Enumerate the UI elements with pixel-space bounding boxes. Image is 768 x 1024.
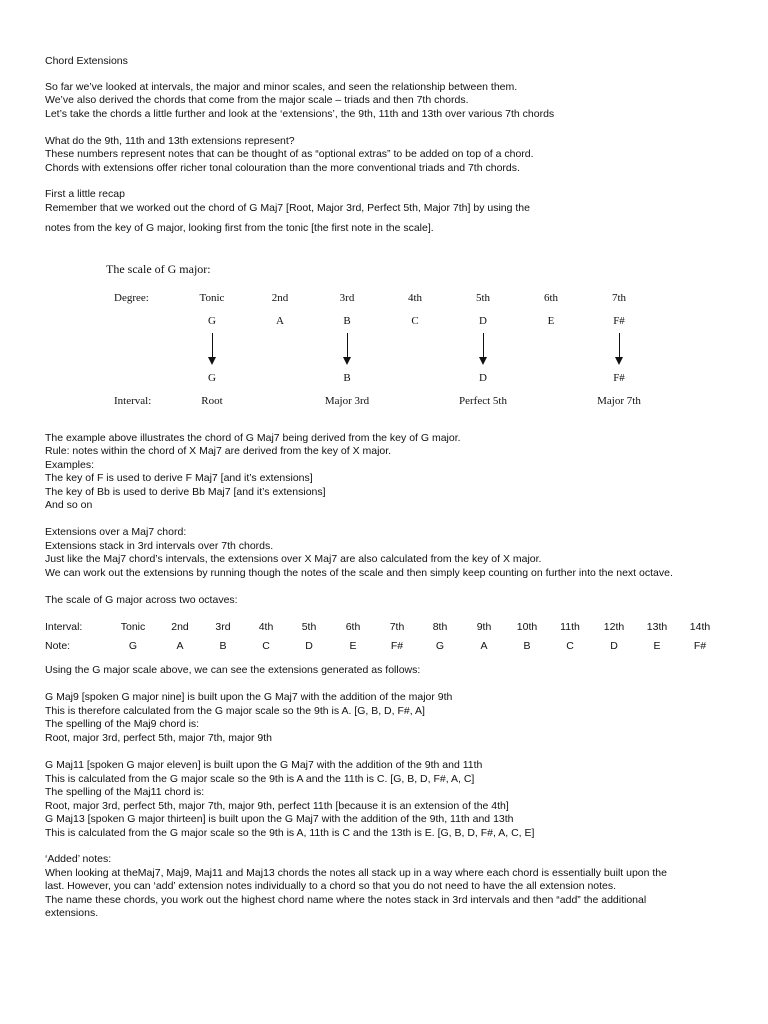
table-interval-cell: 14th: [689, 621, 711, 633]
table-interval-cell: 2nd: [171, 621, 189, 633]
down-arrow-icon: [347, 333, 348, 363]
text-line: extensions.: [45, 907, 99, 919]
table-note-cell: C: [566, 640, 574, 652]
table-note-cell: F#: [693, 640, 707, 652]
table-note-cell: G: [435, 640, 445, 652]
text-line: Just like the Maj7 chord’s intervals, the extensions over X Maj7 are also calculated from the key of X major.: [45, 553, 542, 565]
text-line: When looking at theMaj7, Maj9, Maj11 and Maj13 chords the notes all stack up in a way where each chord is essentially built upon the: [45, 867, 667, 879]
table-note-cell: D: [610, 640, 618, 652]
degree-cell: 3rd: [339, 292, 355, 304]
table-interval-label: Interval:: [45, 621, 83, 633]
table-note-label: Note:: [45, 640, 71, 652]
text-line: We’ve also derived the chords that come from the major scale – triads and then 7th chords.: [45, 94, 469, 106]
table-interval-cell: 11th: [560, 621, 580, 633]
text-line: So far we’ve looked at intervals, the major and minor scales, and seen the relationship between them.: [45, 81, 518, 93]
down-arrow-icon: [619, 333, 620, 363]
text-line: Root, major 3rd, perfect 5th, major 7th, major 9th, perfect 11th [because it is an extension of the 4th]: [45, 800, 509, 812]
table-note-cell: A: [480, 640, 488, 652]
text-line: Let’s take the chords a little further and look at the ‘extensions’, the 9th, 11th and 13th over various 7th chords: [45, 108, 555, 120]
text-line: And so on: [45, 499, 93, 511]
table-note-cell: B: [219, 640, 227, 652]
interval-cell: Major 3rd: [324, 395, 370, 407]
degree-cell: 6th: [543, 292, 559, 304]
scale-note: C: [411, 315, 419, 327]
table-interval-cell: 5th: [301, 621, 317, 633]
text-line: The key of Bb is used to derive Bb Maj7 [and it’s extensions]: [45, 486, 326, 498]
text-line: Remember that we worked out the chord of G Maj7 [Root, Major 3rd, Perfect 5th, Major 7th] by using the: [45, 202, 530, 214]
document-title: Chord Extensions: [45, 55, 128, 67]
text-line: First a little recap: [45, 188, 125, 200]
text-line: G Maj13 [spoken G major thirteen] is built upon the G Maj7 with the addition of the 9th, 11th and 13th: [45, 813, 514, 825]
chord-note: G: [208, 372, 216, 384]
down-arrow-icon: [212, 333, 213, 363]
table-interval-cell: 12th: [603, 621, 625, 633]
interval-cell: Root: [201, 395, 223, 407]
text-line: The key of F is used to derive F Maj7 [and it’s extensions]: [45, 472, 313, 484]
table-note-cell: G: [128, 640, 138, 652]
text-line: These numbers represent notes that can be thought of as “optional extras” to be added on top of a chord.: [45, 148, 534, 160]
degree-cell: 2nd: [271, 292, 289, 304]
degree-cell: Tonic: [199, 292, 225, 304]
text-line: This is therefore calculated from the G major scale so the 9th is A. [G, B, D, F#, A]: [45, 705, 425, 717]
down-arrow-icon: [483, 333, 484, 363]
table-interval-cell: 10th: [516, 621, 538, 633]
text-line: Extensions over a Maj7 chord:: [45, 526, 187, 538]
scale-note: B: [343, 315, 351, 327]
table-interval-cell: 6th: [345, 621, 361, 633]
text-line: What do the 9th, 11th and 13th extensions represent?: [45, 135, 295, 147]
text-line: Using the G major scale above, we can see the extensions generated as follows:: [45, 664, 421, 676]
degree-cell: 7th: [611, 292, 627, 304]
table-note-cell: F#: [390, 640, 404, 652]
degree-cell: 4th: [407, 292, 423, 304]
table-interval-cell: 9th: [476, 621, 492, 633]
text-line: Rule: notes within the chord of X Maj7 are derived from the key of X major.: [45, 445, 392, 457]
table-interval-cell: 13th: [646, 621, 668, 633]
interval-cell: Perfect 5th: [459, 395, 507, 407]
text-line: We can work out the extensions by running though the notes of the scale and then simply keep counting on further into the next octave.: [45, 567, 673, 579]
text-line: last. However, you can ‘add’ extension notes individually to a chord so that you do not need to have the all extension notes.: [45, 880, 617, 892]
scale-note: D: [479, 315, 487, 327]
scale-note: G: [208, 315, 216, 327]
text-line: Examples:: [45, 459, 95, 471]
text-line: This is calculated from the G major scale so the 9th is A, 11th is C and the 13th is E. [G, B, D, F#, A, C, E]: [45, 827, 535, 839]
scale-note: F#: [613, 315, 625, 327]
text-line: ‘Added’ notes:: [45, 853, 112, 865]
text-line: Extensions stack in 3rd intervals over 7th chords.: [45, 540, 274, 552]
text-line: The spelling of the Maj11 chord is:: [45, 786, 205, 798]
degree-cell: 5th: [475, 292, 491, 304]
table-interval-cell: 4th: [258, 621, 274, 633]
table-interval-cell: 7th: [389, 621, 405, 633]
table-note-cell: A: [176, 640, 184, 652]
table-note-cell: C: [262, 640, 270, 652]
text-line: G Maj9 [spoken G major nine] is built upon the G Maj7 with the addition of the major 9th: [45, 691, 453, 703]
chord-note: F#: [613, 372, 625, 384]
table-note-cell: E: [349, 640, 357, 652]
table-interval-cell: 3rd: [215, 621, 231, 633]
table-note-cell: B: [523, 640, 531, 652]
chord-note: D: [479, 372, 487, 384]
table-interval-cell: Tonic: [120, 621, 146, 633]
text-line: The example above illustrates the chord of G Maj7 being derived from the key of G major.: [45, 432, 461, 444]
text-line: G Maj11 [spoken G major eleven] is built upon the G Maj7 with the addition of the 9th and 11th: [45, 759, 483, 771]
text-line: The name these chords, you work out the highest chord name where the notes stack in 3rd intervals and then “add” the additional: [45, 894, 647, 906]
scale-note: E: [547, 315, 555, 327]
text-line: Root, major 3rd, perfect 5th, major 7th, major 9th: [45, 732, 273, 744]
text-line: The spelling of the Maj9 chord is:: [45, 718, 200, 730]
text-line: This is calculated from the G major scale so the 9th is A and the 11th is C. [G, B, D, F#, A, C]: [45, 773, 475, 785]
degree-label: Degree:: [114, 292, 149, 304]
table-interval-cell: 8th: [432, 621, 448, 633]
table-note-cell: E: [653, 640, 661, 652]
text-line: notes from the key of G major, looking first from the tonic [the first note in the scale].: [45, 222, 434, 234]
text-line: Chords with extensions offer richer tonal colouration than the more conventional triads and 7th chords.: [45, 162, 520, 174]
scale-note: A: [276, 315, 284, 327]
chord-note: B: [343, 372, 351, 384]
table-note-cell: D: [305, 640, 313, 652]
figure-title: The scale of G major:: [106, 262, 211, 276]
interval-cell: Major 7th: [597, 395, 641, 407]
interval-label: Interval:: [114, 395, 152, 407]
table-title: The scale of G major across two octaves:: [45, 594, 238, 606]
